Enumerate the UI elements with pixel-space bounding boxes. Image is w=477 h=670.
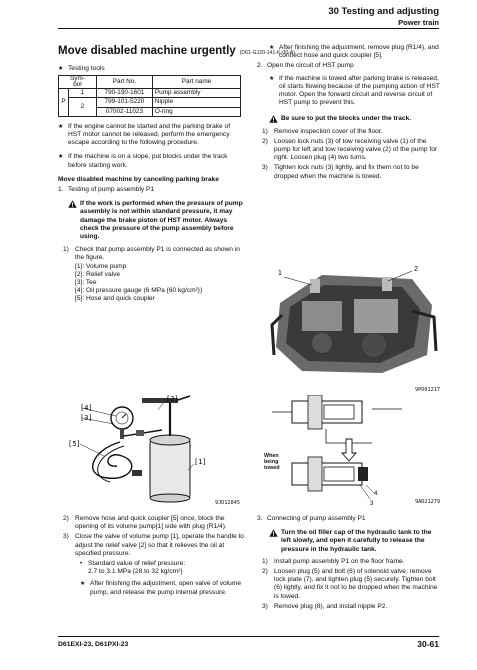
warning-3 <box>269 529 442 554</box>
sub-step-text: Remove hose and quick coupler [5] once, block the opening of its volume pump[1] side with plug (R1/4). <box>75 515 227 531</box>
header-rule <box>58 28 439 29</box>
parts-list-item: [4]: Oil pressure gauge (6 MPa {60 kg/cm²}) <box>75 287 203 295</box>
section-title: 30 Testing and adjusting <box>328 6 439 17</box>
fig1-label: [1] <box>194 458 207 466</box>
step-text: Testing of pump assembly P1 <box>68 186 155 194</box>
footer-rule <box>58 636 439 637</box>
sub-step-text: Remove inspection cover of the floor. <box>274 127 383 135</box>
warning-text: Be sure to put the blocks under the track. <box>281 115 412 123</box>
fig3-label: 4 <box>374 491 378 497</box>
fig2-label: 1 <box>278 270 282 277</box>
fig1-label: [4] <box>80 404 93 412</box>
warning-2 <box>269 115 442 123</box>
sub-step-number: 1) <box>262 557 268 565</box>
step-3 <box>257 515 442 523</box>
c-sub-step-3 <box>262 603 442 611</box>
table-cell-name: Nipple <box>152 98 240 107</box>
table-cell-partno: 07002-11023 <box>96 107 152 116</box>
tow-valve-drawing <box>262 395 440 507</box>
sub-step-text: Check that pump assembly P1 is connected as shown in the figure. <box>75 246 240 262</box>
left-column-lower <box>58 513 248 597</box>
table-cell-partno: 790-190-1601 <box>96 89 152 98</box>
figure-hst-pump <box>262 255 440 393</box>
section-subtitle: Power train <box>398 18 439 27</box>
step-text: Connecting of pump assembly P1 <box>267 515 366 522</box>
sub-step-number: 1) <box>63 246 69 254</box>
r-sub-step-3 <box>262 164 442 180</box>
standard-label: • Standard value of relief pressure: <box>88 560 186 568</box>
right-column-lower <box>257 513 442 611</box>
sub-step-number: 3) <box>262 164 268 172</box>
parts-list-item: [5]: Hose and quick coupler <box>75 295 155 303</box>
table-row <box>59 89 241 98</box>
footer-model: D61EXI-23, D61PXI-23 <box>58 641 129 648</box>
note-finish-right: ★ After finishing the adjustment, remove plug (R1/4), and connect hose and quick coupler [5]. <box>269 44 442 60</box>
fig1-label: [2] <box>166 395 179 403</box>
figure-code: 9PD01217 <box>415 387 440 393</box>
fig3-label: 3 <box>370 501 374 507</box>
warning-1 <box>68 200 243 241</box>
subhead-move: Move disabled machine by canceling parking brake <box>58 175 219 183</box>
figure-pump-assembly <box>62 390 242 508</box>
parts-list-item: [1]: Volume pump <box>75 262 127 270</box>
table-row <box>59 98 241 107</box>
warning-icon <box>269 529 278 540</box>
page-title <box>58 44 296 60</box>
note-finish-left: ★ After finishing the adjustment, open valve of volume pump, and release the pump internal pressure. <box>80 580 248 596</box>
note-slope: ★ If the machine is on a slope, put blocks under the track before starting work. <box>58 153 243 169</box>
sub-step-number: 3) <box>63 533 69 541</box>
tools-table-header <box>59 76 241 89</box>
right-column <box>257 44 442 181</box>
sub-step-number: 2) <box>262 568 268 576</box>
page-title-code: (D61-GJ20-141-K-00-A) <box>239 50 296 56</box>
parts-list-item: [2]: Relief valve <box>75 270 121 278</box>
left-column <box>58 44 296 304</box>
pump-assembly-drawing <box>62 390 242 508</box>
c-sub-step-2 <box>262 568 442 601</box>
note-engine: ★ If the engine cannot be started and the parking brake of HST motor cannot be released, perform the emergency escape according to the following procedure. <box>58 123 243 148</box>
page-title-text: Move disabled machine urgently <box>58 45 236 57</box>
c-sub-step-1 <box>262 558 442 566</box>
sub-step-text: Close the valve of volume pump [1], operate the handle to adjust the relief valve [2] so that it relieves the oil at specified pressure. <box>75 533 244 557</box>
standard-value <box>80 560 248 576</box>
table-header-partname: Part name <box>152 76 240 89</box>
step-text: Open the circuit of HST pump <box>267 62 354 70</box>
warning-icon <box>68 200 77 211</box>
figure-code: 9AD21279 <box>415 499 440 505</box>
sub-step-number: 2) <box>63 515 69 522</box>
table-header-symbol: Sym- bol <box>59 76 97 89</box>
step-1 <box>58 186 243 194</box>
table-cell-num: 2 <box>69 98 97 116</box>
parts-list <box>75 263 243 304</box>
note-towed: ★ If the machine is towed after parking brake is released, oil starts flowing because of the pumping action of HST motor. Open the forward circuit and reverse circuit of HST pump to prevent this. <box>269 75 442 108</box>
table-cell-num: 1 <box>69 89 97 98</box>
sub-step-number: 1) <box>262 127 268 135</box>
table-cell-name: Pump assembly <box>152 89 240 98</box>
warning-icon <box>269 115 278 126</box>
fig1-label: [3] <box>80 414 93 422</box>
r-sub-step-2 <box>262 138 442 163</box>
step-2 <box>257 62 442 70</box>
sub-step-number: 2) <box>262 137 268 145</box>
sub-step-3 <box>63 533 248 558</box>
warning-text: If the work is performed when the pressure of pump assembly is not within standard pressure, it may damage the brake piston of HST motor. Always check the pressure of the pump assembly before using. <box>80 200 243 241</box>
fig3-caption: When being towed <box>264 453 280 471</box>
parts-list-item: [3]: Tee <box>75 279 97 287</box>
fig2-label: 2 <box>414 266 418 273</box>
warning-text: Turn the oil filler cap of the hydraulic tank to the left slowly, and open it carefully to release the pressure in the hydraulic tank. <box>281 529 432 553</box>
step-number: 3. <box>257 515 263 522</box>
standard-value-text: 2.7 to 3.1 MPa {28 to 32 kg/cm²} <box>88 568 183 576</box>
table-header-partno: Part No. <box>96 76 152 89</box>
step-number: 2. <box>257 62 263 70</box>
table-cell-partno: 799-101-5220 <box>96 98 152 107</box>
step-number: 1. <box>58 186 64 194</box>
sub-step-2 <box>63 515 248 531</box>
r-sub-step-1 <box>262 128 442 136</box>
sub-step-text: Tighten lock nuts (3) lightly, and fix them not to be dropped when the machine is towed. <box>274 164 419 180</box>
fig1-label: [5] <box>68 440 81 448</box>
table-cell-name: O-ring <box>152 107 240 116</box>
sub-step-text: Loosen plug (5) and bolt (6) of solenoid valve, remove lock plate (7), and tighten plug (5) securely. Tighten bolt (6) lightly, and fix it not to be dropped when the machine is towed. <box>274 568 438 600</box>
tools-table <box>58 75 241 117</box>
sub-step-number: 3) <box>262 602 268 610</box>
figure-code: 9JD12845 <box>215 500 240 506</box>
sub-step-text: Remove plug (8), and install nipple P2. <box>274 602 388 610</box>
figure-tow-valve <box>262 395 440 507</box>
sub-step-1 <box>63 246 243 303</box>
table-cell-symbol: P <box>59 89 69 117</box>
testing-tools-label: ★ Testing tools <box>58 65 243 73</box>
sub-step-text: Loosen lock nuts (3) of tow receiving valve (1) of the pump for left and tow receiving valve (2) of the pump for right. Loosen plug (4) two turns. <box>274 137 438 162</box>
footer-page-number: 30-61 <box>417 639 439 649</box>
sub-step-text: Install pump assembly P1 on the floor frame. <box>274 557 405 565</box>
hst-pump-photo <box>262 255 440 385</box>
